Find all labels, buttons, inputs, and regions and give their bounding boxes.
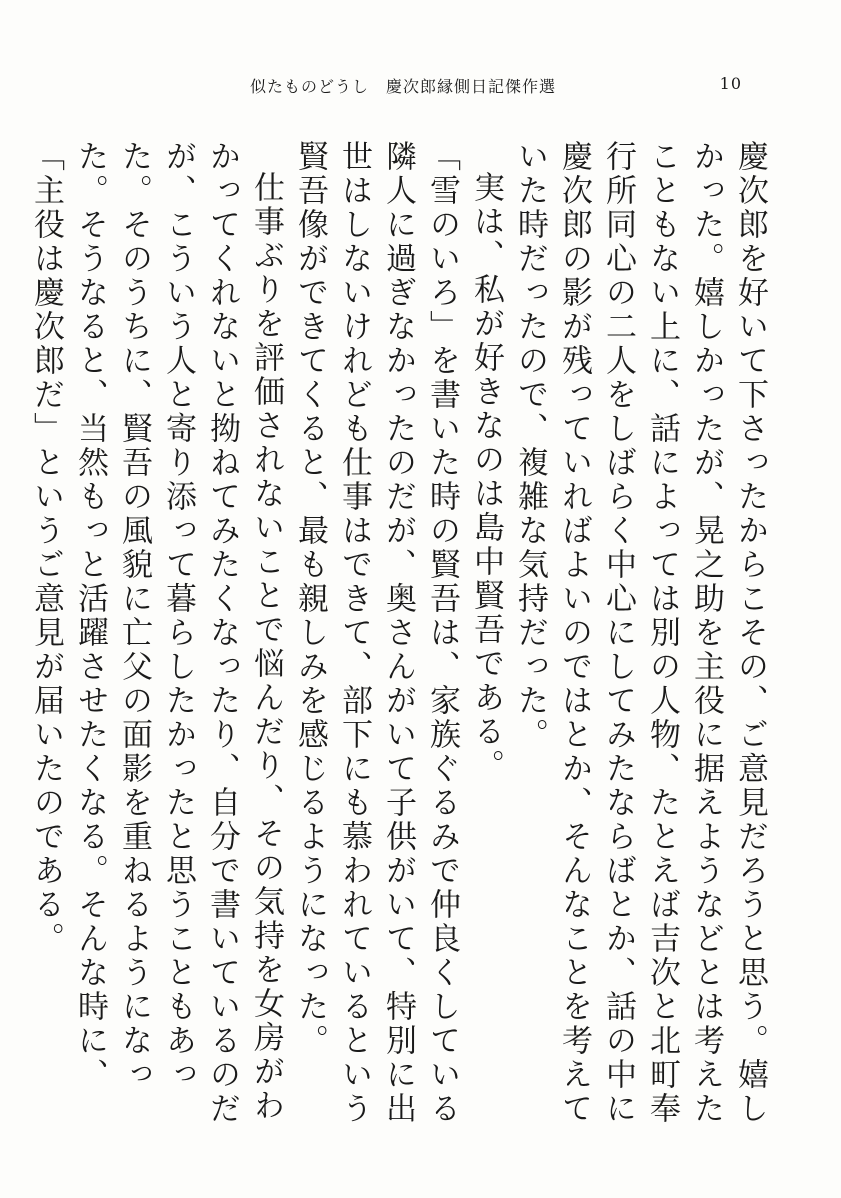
vertical-body-text xyxy=(28,140,772,1130)
running-header xyxy=(250,74,770,98)
paragraph-1: 慶次郎を好いて下さったからこその、ご意見だろうと思う。嬉しかった。嬉しかったが、晃之助を主役に据えようなどとは考えたこともない上に、話によっては別の人物、たとえば吉次と北町奉行所同心の二人をしばらく中心にしてみたならばとか、話の中に慶次郎の影が残っていればよいのではとか、そんなことを考えていた時だったので、複雑な気持だった。 xyxy=(512,140,768,1126)
paragraph-4: 仕事ぶりを評価されないことで悩んだり、その気持を女房がわかってくれないと拗ねてみたくなったり、自分で書いているのだが、こういう人と寄り添って暮らしたかったと思うこともあった。そのうちに、賢吾の風貌に亡父の面影を重ねるようになった。そうなると、当然もっと活躍させたくなる。そんな時に、「主役は慶次郎だ」というご意見が届いたのである。 xyxy=(28,140,284,1126)
book-title: 似たものどうし 慶次郎縁側日記傑作選 xyxy=(250,77,557,96)
page-number: 10 xyxy=(719,74,742,93)
paragraph-2: 実は、私が好きなのは島中賢吾である。 xyxy=(468,171,504,783)
paragraph-3: 「雪のいろ」を書いた時の賢吾は、家族ぐるみで仲良くしている隣人に過ぎなかったのだが、奥さんがいて子供がいて、特別に出世はしないけれども仕事はできて、部下にも慕われているという賢吾像ができてくると、最も親しみを感じるようになった。 xyxy=(292,140,460,1126)
